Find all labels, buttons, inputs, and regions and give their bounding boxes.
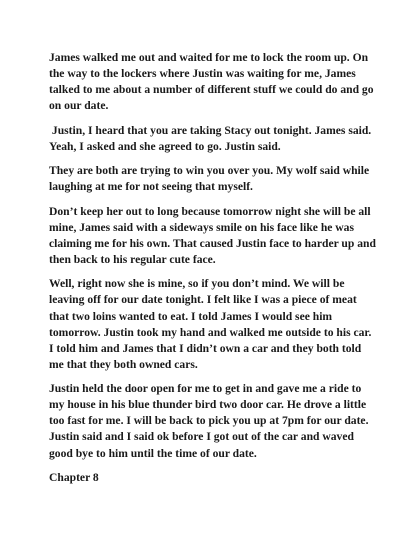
paragraph-3: They are both are trying to win you over you. My wolf said while laughing at me for not seeing that myself.	[49, 164, 373, 194]
paragraph-6: Justin held the door open for me to get in and gave me a ride to my house in his blue thunder bird two door car. He drove a little too fast for me. I will be back to pick you up at 7pm for our date. Justin said and I said ok before I got out of the car and waved good bye to him until the time of our date.	[49, 382, 372, 460]
chapter-heading: Chapter 8	[49, 470, 99, 484]
paragraph-2: Justin, I heard that you are taking Stacy out tonight. James said. Yeah, I asked and she agreed to go. Justin said.	[49, 123, 374, 153]
paragraph-5: Well, right now she is mine, so if you don’t mind. We will be leaving off for our date tonight. I felt like I was a piece of meat that two loins wanted to eat. I told James I would see him tomorrow. Justin took my hand and walked me outside to his car. I told him and James that I didn’t own a car and they both told me that they both owned cars.	[49, 277, 375, 371]
paragraph-1: James walked me out and waited for me to lock the room up. On the way to the lockers where Justin was waiting for me, James talked to me about a number of different stuff we could do and go on our date.	[49, 51, 377, 113]
page-body	[49, 50, 377, 486]
paragraph-4: Don’t keep her out to long because tomorrow night she will be all mine, James said with a sideways smile on his face like he was claiming me for his own. That caused Justin face to harder up and then back to his regular cute face.	[49, 204, 379, 266]
